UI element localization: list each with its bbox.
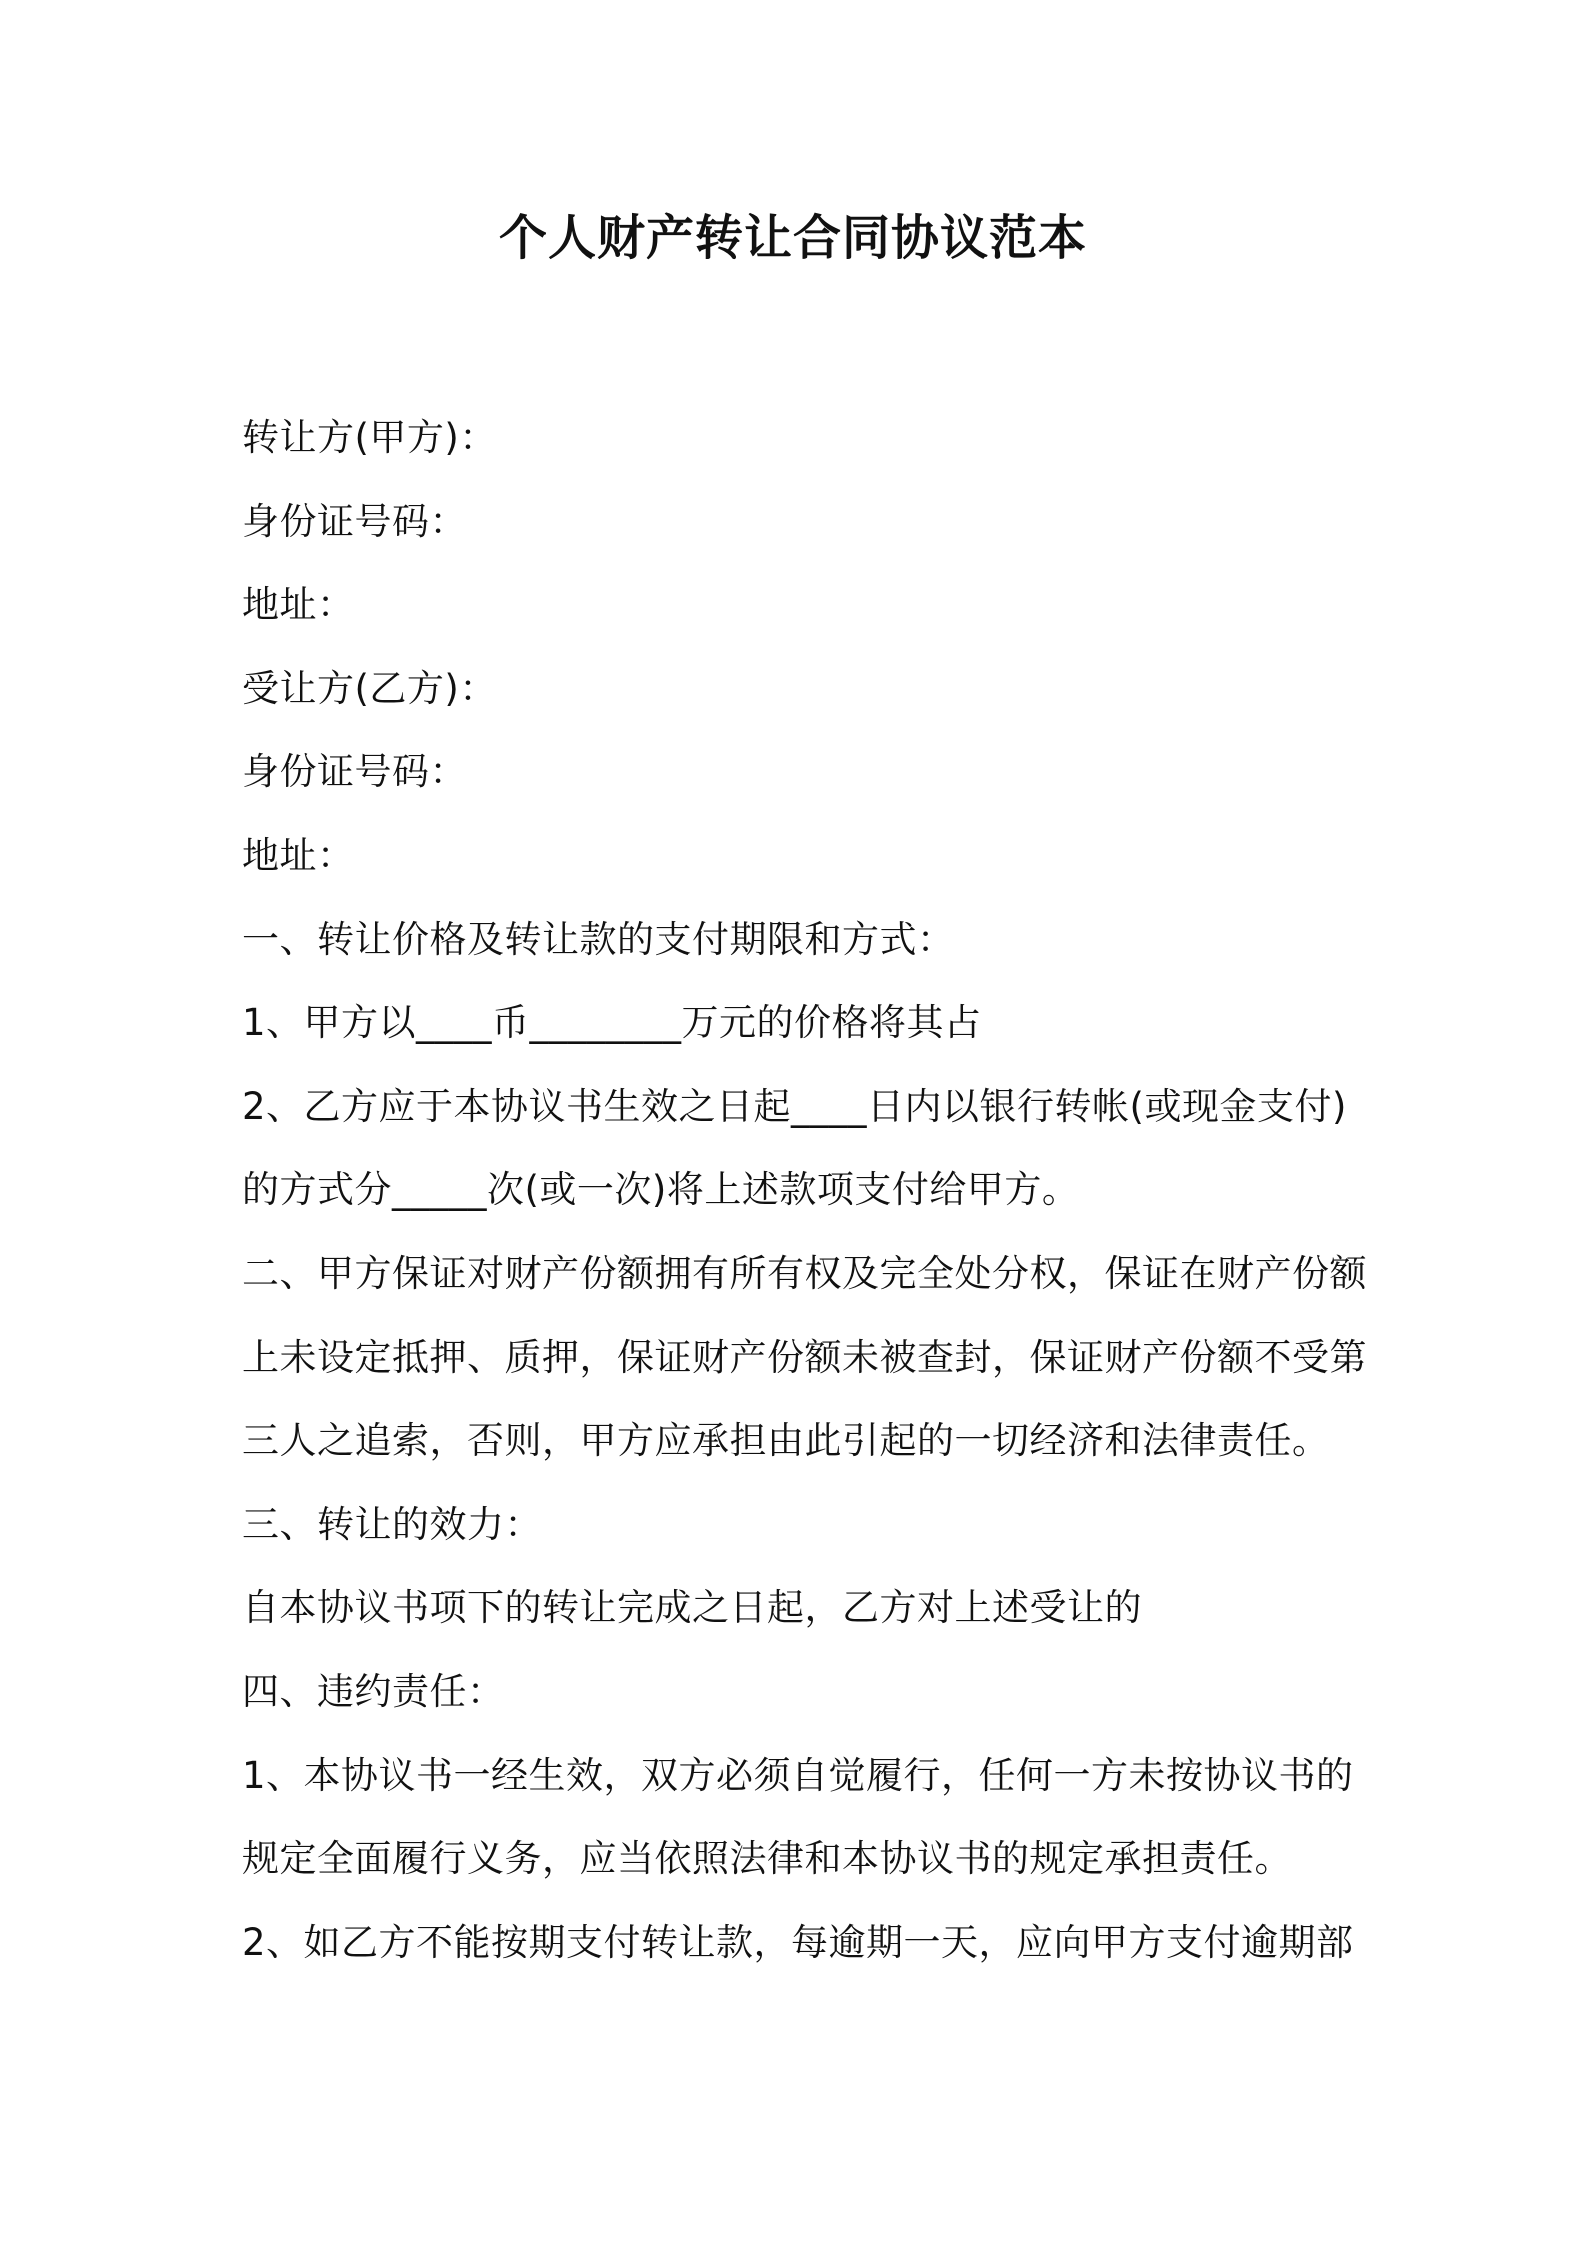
clause-text: 2、乙方应于本协议书生效之日起____日内以银行转帐(或现金支付)	[242, 1084, 1347, 1128]
clause-text: 的方式分_____次(或一次)将上述款项支付给甲方。	[242, 1168, 1080, 1212]
party-a-address-label: 地址：	[242, 583, 355, 627]
clause-text: 三人之追索，否则，甲方应承担由此引起的一切经济和法律责任。	[242, 1419, 1330, 1463]
clause-text: 1、本协议书一经生效，双方必须自觉履行，任何一方未按协议书的	[242, 1753, 1354, 1797]
section-heading-price: 一、转让价格及转让款的支付期限和方式：	[242, 917, 955, 961]
clause-text: 规定全面履行义务，应当依照法律和本协议书的规定承担责任。	[242, 1837, 1292, 1881]
section-heading-liability: 四、违约责任：	[242, 1669, 505, 1713]
clause-text: 2、如乙方不能按期支付转让款，每逾期一天，应向甲方支付逾期部	[242, 1920, 1354, 1964]
party-b-address-label: 地址：	[242, 833, 355, 877]
section-heading-effect: 三、转让的效力：	[242, 1502, 542, 1546]
document-body	[242, 408, 1367, 1996]
clause-text: 自本协议书项下的转让完成之日起，乙方对上述受让的	[242, 1586, 1142, 1630]
clause-text: 上未设定抵押、质押，保证财产份额未被查封，保证财产份额不受第	[242, 1335, 1367, 1379]
clause-text: 1、甲方以____币________万元的价格将其占	[242, 1001, 982, 1045]
party-a-label: 转让方(甲方)：	[242, 416, 497, 459]
party-b-label: 受让方(乙方)：	[242, 666, 497, 710]
section-heading-guarantee: 二、甲方保证对财产份额拥有所有权及完全处分权，保证在财产份额	[242, 1251, 1367, 1295]
document-title: 个人财产转让合同协议范本	[498, 210, 1087, 266]
party-a-id-label: 身份证号码：	[242, 499, 467, 543]
party-b-id-label: 身份证号码：	[242, 750, 467, 794]
